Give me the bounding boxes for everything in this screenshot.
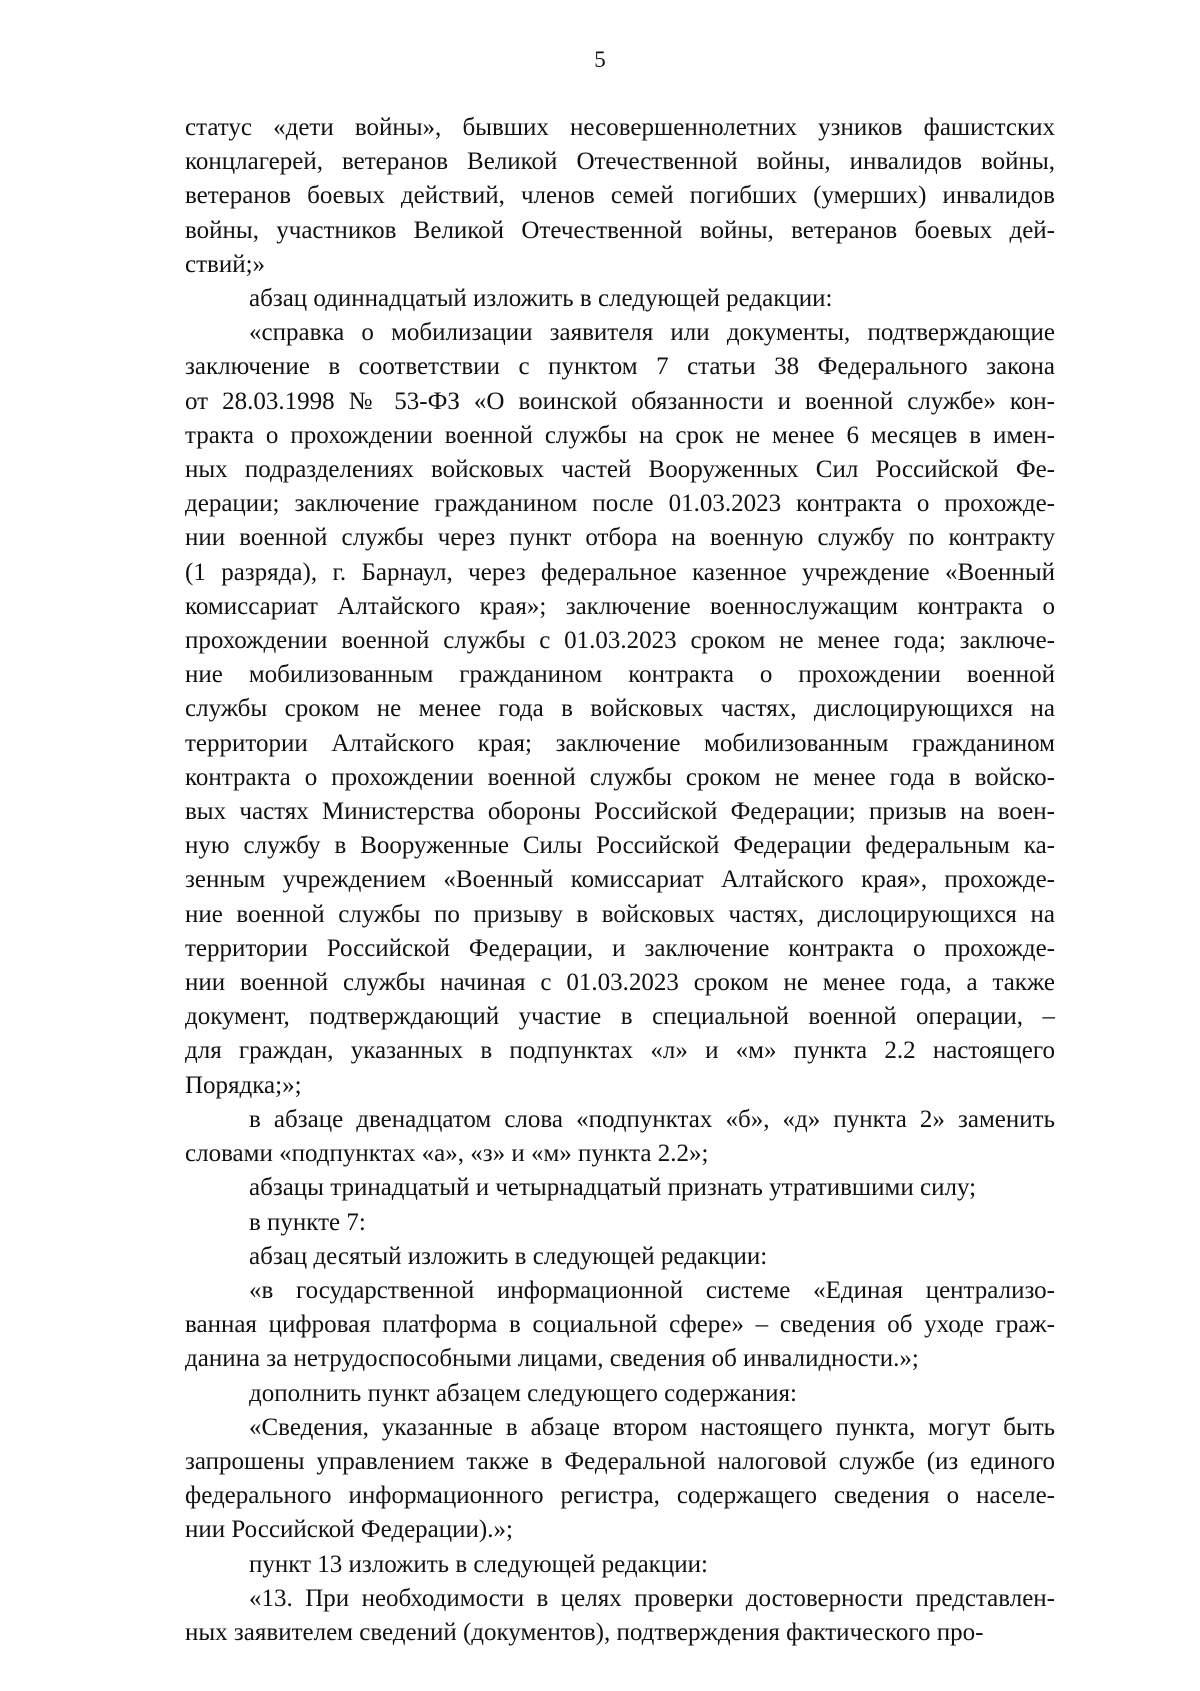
text-line: ную службу в Вооруженные Силы Российской Федерации федеральным ка- bbox=[185, 832, 1055, 860]
paragraph bbox=[185, 1171, 1055, 1205]
text-line: контракта о прохождении военной службы сроком не менее года в войско- bbox=[185, 763, 1055, 791]
text-line: прохождении военной службы с 01.03.2023 сроком не менее года; заключе- bbox=[185, 627, 1055, 655]
paragraph bbox=[185, 1240, 1055, 1274]
text-line: абзац одиннадцатый изложить в следующей редакции: bbox=[249, 285, 833, 313]
paragraph bbox=[185, 1103, 1055, 1171]
paragraph bbox=[185, 111, 1055, 282]
text-line: абзацы тринадцатый и четырнадцатый признать утратившими силу; bbox=[249, 1174, 977, 1202]
text-line: документ, подтверждающий участие в специальной военной операции, – bbox=[185, 1003, 1055, 1031]
paragraph bbox=[185, 316, 1055, 1103]
text-line: «в государственной информационной системе «Единая централизо- bbox=[249, 1276, 1055, 1304]
text-line: от 28.03.1998 № 53-ФЗ «О воинской обязанности и военной службе» кон- bbox=[185, 387, 1055, 415]
text-line: концлагерей, ветеранов Великой Отечественной войны, инвалидов войны, bbox=[185, 148, 1055, 176]
document-body bbox=[185, 111, 1055, 1650]
text-line: ных заявителем сведений (документов), подтверждения фактического про- bbox=[185, 1618, 984, 1646]
text-line: тракта о прохождении военной службы на срок не менее 6 месяцев в имен- bbox=[185, 421, 1055, 449]
text-line: «справка о мобилизации заявителя или документы, подтверждающие bbox=[249, 319, 1055, 347]
text-line: «13. При необходимости в целях проверки достоверности представлен- bbox=[249, 1584, 1055, 1612]
text-line: комиссариат Алтайского края»; заключение военнослужащим контракта о bbox=[185, 592, 1055, 620]
paragraph bbox=[185, 1582, 1055, 1650]
text-line: в пункте 7: bbox=[249, 1208, 366, 1236]
page-number: 5 bbox=[594, 47, 606, 72]
paragraph bbox=[185, 1274, 1055, 1377]
paragraph bbox=[185, 1411, 1055, 1548]
text-line: в абзаце двенадцатом слова «подпунктах «б», «д» пункта 2» заменить bbox=[249, 1105, 1055, 1133]
paragraph bbox=[185, 1377, 1055, 1411]
paragraph bbox=[185, 1548, 1055, 1582]
text-line: «Сведения, указанные в абзаце втором настоящего пункта, могут быть bbox=[249, 1413, 1055, 1441]
text-line: статус «дети войны», бывших несовершеннолетних узников фашистских bbox=[185, 114, 1055, 141]
text-line: территории Российской Федерации, и заключение контракта о прохожде- bbox=[185, 934, 1055, 962]
text-line: нии военной службы начиная с 01.03.2023 сроком не менее года, а также bbox=[185, 969, 1055, 997]
text-line: ветеранов боевых действий, членов семей погибших (умерших) инвалидов bbox=[185, 182, 1055, 210]
text-line: зенным учреждением «Военный комиссариат Алтайского края», прохожде- bbox=[185, 866, 1055, 894]
text-line: ние мобилизованным гражданином контракта о прохождении военной bbox=[185, 661, 1055, 689]
text-line: вых частях Министерства обороны Российской Федерации; призыв на воен- bbox=[185, 798, 1055, 826]
text-line: территории Алтайского края; заключение мобилизованным гражданином bbox=[185, 729, 1055, 757]
text-line: заключение в соответствии с пунктом 7 статьи 38 Федерального закона bbox=[185, 353, 1055, 381]
text-line: дерации; заключение гражданином после 01.03.2023 контракта о прохожде- bbox=[185, 490, 1055, 518]
text-line: службы сроком не менее года в войсковых частях, дислоцирующихся на bbox=[185, 695, 1055, 723]
text-line: Порядка;»; bbox=[185, 1071, 302, 1099]
text-line: для граждан, указанных в подпунктах «л» и «м» пункта 2.2 настоящего bbox=[185, 1037, 1055, 1065]
text-line: словами «подпунктах «а», «з» и «м» пункта 2.2»; bbox=[185, 1140, 709, 1168]
text-line: войны, участников Великой Отечественной войны, ветеранов боевых дей- bbox=[185, 216, 1055, 244]
text-line: (1 разряда), г. Барнаул, через федеральное казенное учреждение «Военный bbox=[185, 558, 1055, 586]
text-line: запрошены управлением также в Федеральной налоговой службе (из единого bbox=[185, 1447, 1055, 1475]
paragraph bbox=[185, 1206, 1055, 1240]
paragraph bbox=[185, 282, 1055, 316]
text-line: абзац десятый изложить в следующей редакции: bbox=[249, 1242, 768, 1270]
text-line: ванная цифровая платформа в социальной сфере» – сведения об уходе граж- bbox=[185, 1311, 1055, 1339]
text-line: нии Российской Федерации).»; bbox=[185, 1516, 513, 1544]
text-line: дополнить пункт абзацем следующего содержания: bbox=[249, 1379, 797, 1407]
text-line: ных подразделениях войсковых частей Вооруженных Сил Российской Фе- bbox=[185, 456, 1055, 484]
text-line: ние военной службы по призыву в войсковых частях, дислоцирующихся на bbox=[185, 900, 1055, 928]
text-line: ствий;» bbox=[185, 250, 266, 278]
text-line: нии военной службы через пункт отбора на военную службу по контракту bbox=[185, 524, 1055, 552]
text-line: пункт 13 изложить в следующей редакции: bbox=[249, 1550, 708, 1578]
text-line: данина за нетрудоспособными лицами, сведения об инвалидности.»; bbox=[185, 1345, 919, 1373]
text-line: федерального информационного регистра, содержащего сведения о населе- bbox=[185, 1482, 1055, 1510]
